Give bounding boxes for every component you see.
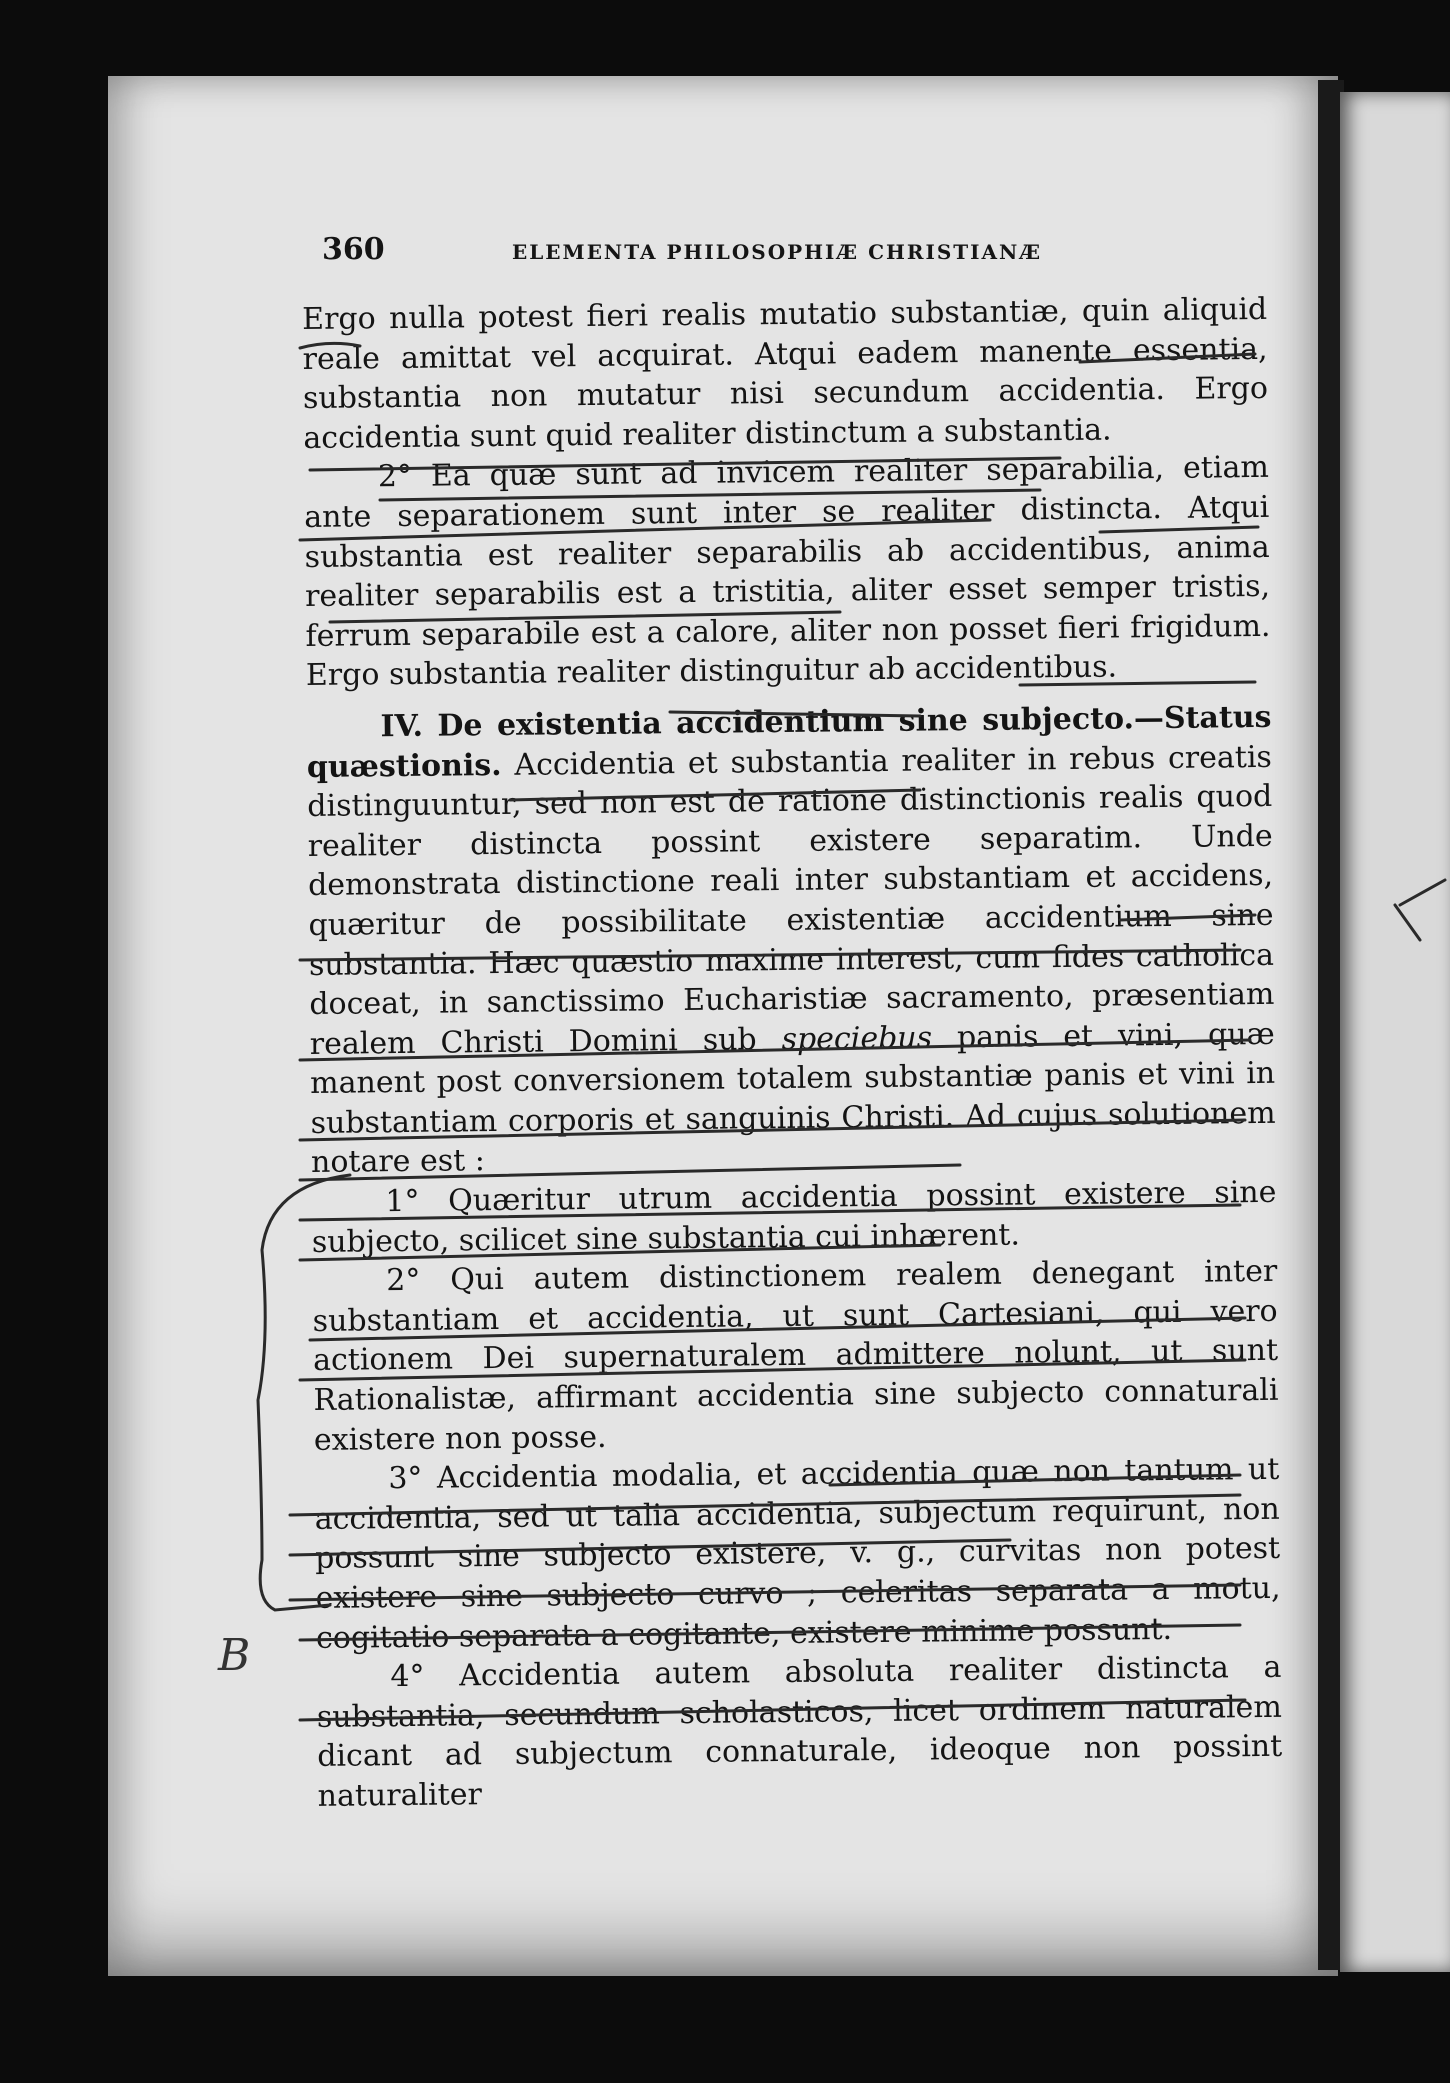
underline-stroke	[300, 950, 1240, 960]
underline-stroke	[290, 1585, 1240, 1600]
running-title: ELEMENTA PHILOSOPHIÆ CHRISTIANÆ	[512, 240, 1043, 264]
underline-stroke	[380, 490, 1040, 500]
underline-stroke	[830, 1475, 1240, 1485]
underline-stroke	[1080, 354, 1255, 362]
section-text-a: Accidentia et substantia realiter in rebus creatis distinguuntur, sed non est de ratione distinctionis realis quod realiter distincta possint existere separatim. Unde demonstrata distinctione reali inter substantiam et accidens, quæritur de possibilitate existentiæ accidentium sine substantia. Hæc quæstio maxime interest, cum fides catholica doceat, in sanctissimo Eucharistiæ sacramento, præsentiam realem Christi Domini sub	[307, 739, 1275, 1062]
underline-stroke	[330, 612, 840, 622]
underline-stroke	[290, 1540, 1010, 1555]
point-4: 4° Accidentia autem absoluta realiter distincta a substantia, secundum scholasticos, licet ordinem naturalem dicant ad subjectum connaturale, ideoque non possint naturaliter	[316, 1650, 1283, 1814]
underline-stroke	[300, 1700, 1245, 1720]
underline-stroke	[290, 1495, 1240, 1515]
bracket-stroke	[258, 1175, 350, 1610]
underline-stroke	[310, 458, 1060, 470]
point-2: 2° Qui autem distinctionem realem denegant inter substantiam et accidentia, ut sunt Cartesiani, qui vero actionem Dei supernaturalem admittere nolunt, ut sunt Rationalistæ, affirmant accidentia sine subjecto connaturali existere non posse.	[312, 1254, 1279, 1458]
underline-stroke	[670, 712, 920, 716]
facing-page-mark	[1400, 880, 1445, 905]
paragraph-ergo: Ergo nulla potest fieri realis mutatio substantiæ, quin aliquid reale amittat vel acquirat. Atqui eadem manente essentia, substantia non mutatur nisi secundum accidentia. Ergo accidentia sunt quid realiter distinctum a substantia.	[302, 291, 1269, 456]
paragraph-second-argument: 2° Ea quæ sunt ad invicem realiter separabilia, etiam ante separationem sunt inter se realiter distincta. Atqui substantia est realiter separabilis ab accidentibus, anima realiter separabilis est a tristitia, aliter esset semper tristis, ferrum separabile est a calore, aliter non posset fieri frigidum. Ergo substantia realiter distinguitur ab accidentibus.	[304, 450, 1271, 694]
point-1: 1° Quæritur utrum accidentia possint existere sine subjecto, scilicet sine substantia cui inhærent.	[311, 1174, 1277, 1260]
underline-stroke	[1120, 915, 1255, 920]
underline-stroke	[510, 790, 920, 800]
underline-stroke	[300, 1245, 940, 1260]
page-number: 360	[322, 232, 385, 267]
section-italic-word: speciebus	[781, 1020, 933, 1057]
margin-note-b: B	[218, 1630, 251, 1681]
section-heading: IV. De existentia accidentium sine subjecto.—Status quæstionis.	[306, 699, 1272, 785]
underline-stroke	[300, 1360, 1245, 1380]
underline-stroke	[310, 1318, 1245, 1340]
section-text-b: panis et vini, quæ manent post conversionem totalem substantiæ panis et vini in substantiam corporis et sanguinis Christi. Ad cujus solutionem notare est :	[310, 1016, 1276, 1181]
underline-stroke	[300, 1205, 1240, 1220]
underline-stroke	[300, 1120, 1245, 1140]
underline-stroke	[300, 1040, 1250, 1060]
underline-stroke	[300, 343, 360, 348]
point-3: 3° Accidentia modalia, et accidentia quæ non tantum ut accidentia, sed ut talia accidentia, subjectum requirunt, non possunt sine subjecto existere, v. g., curvitas non potest existere sine subjecto curvo ; celeritas separata a motu, cogitatio separata a cogitante, existere minime possunt.	[314, 1452, 1281, 1656]
underline-stroke	[1100, 527, 1258, 532]
underline-stroke	[300, 1165, 960, 1180]
facing-page-mark	[1395, 905, 1420, 940]
underline-stroke	[1020, 682, 1255, 685]
underline-stroke	[300, 520, 990, 540]
underline-stroke	[300, 1625, 1240, 1640]
